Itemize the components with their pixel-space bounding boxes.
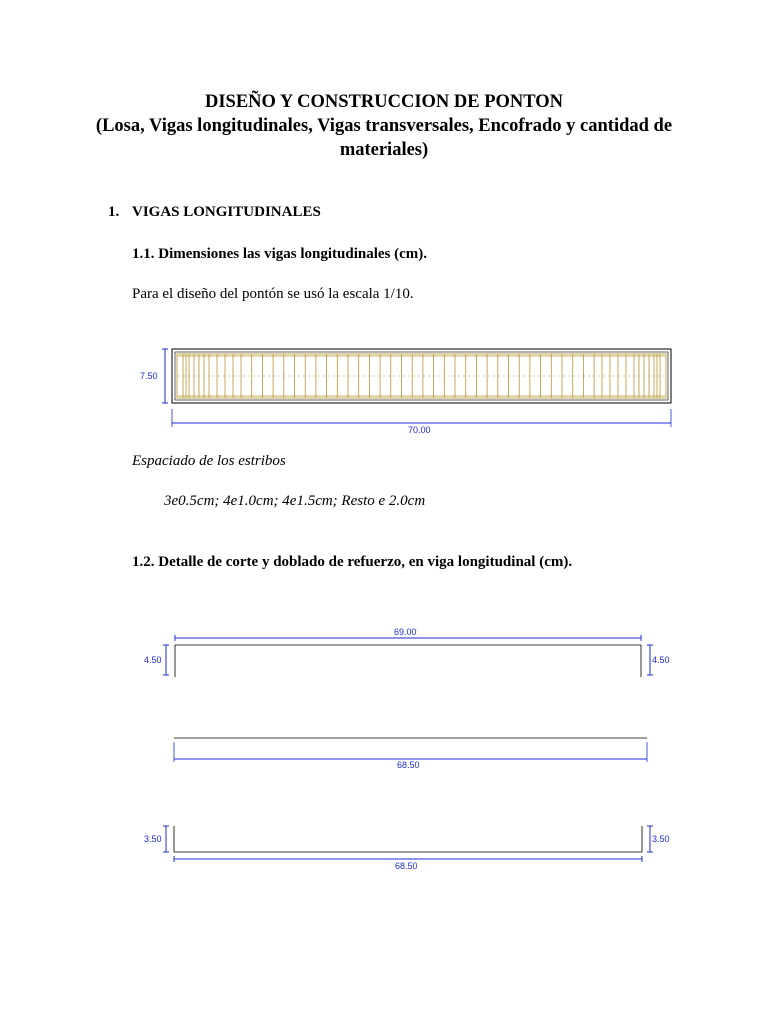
bar3-shape	[174, 826, 642, 852]
bar1-left-hook-label: 4.50	[144, 655, 162, 665]
bar3-right-hook-label: 3.50	[652, 834, 670, 844]
bar3-left-hook-label: 3.50	[144, 834, 162, 844]
document-title-line-2: (Losa, Vigas longitudinales, Vigas transversales, Encofrado y cantidad de	[95, 116, 673, 136]
bar2-length-label: 68.50	[397, 760, 420, 770]
rebar-detail-3	[0, 822, 768, 872]
beam-elevation-drawing	[0, 345, 768, 435]
document-title-line-1: DISEÑO Y CONSTRUCCION DE PONTON	[204, 92, 564, 112]
section-1-title: VIGAS LONGITUDINALES	[132, 204, 321, 220]
section-1-heading	[108, 204, 321, 221]
bar1-right-hook-label: 4.50	[652, 655, 670, 665]
rebar-detail-1	[0, 622, 768, 682]
stirrup-spacing: 3e0.5cm; 4e1.0cm; 4e1.5cm; Resto e 2.0cm	[164, 493, 426, 509]
beam-height-label: 7.50	[140, 371, 158, 381]
scale-paragraph: Para el diseño del pontón se usó la escala 1/10.	[132, 286, 414, 302]
beam-outline	[172, 349, 671, 403]
subsection-1-2-heading: 1.2. Detalle de corte y doblado de refuerzo, en viga longitudinal (cm).	[132, 554, 573, 570]
bar1-shape	[175, 645, 641, 677]
subsection-1-1-heading: 1.1. Dimensiones las vigas longitudinales (cm).	[132, 246, 428, 262]
bar3-length-label: 68.50	[395, 861, 418, 871]
beam-length-label: 70.00	[408, 425, 431, 435]
section-1-number: 1.	[108, 204, 120, 220]
bar1-length-label: 69.00	[394, 627, 417, 637]
rebar-detail-2	[0, 732, 768, 772]
rebar-cage-outline	[177, 354, 666, 398]
document-title-line-3: materiales)	[339, 140, 429, 160]
stirrup-caption: Espaciado de los estribos	[132, 453, 286, 469]
